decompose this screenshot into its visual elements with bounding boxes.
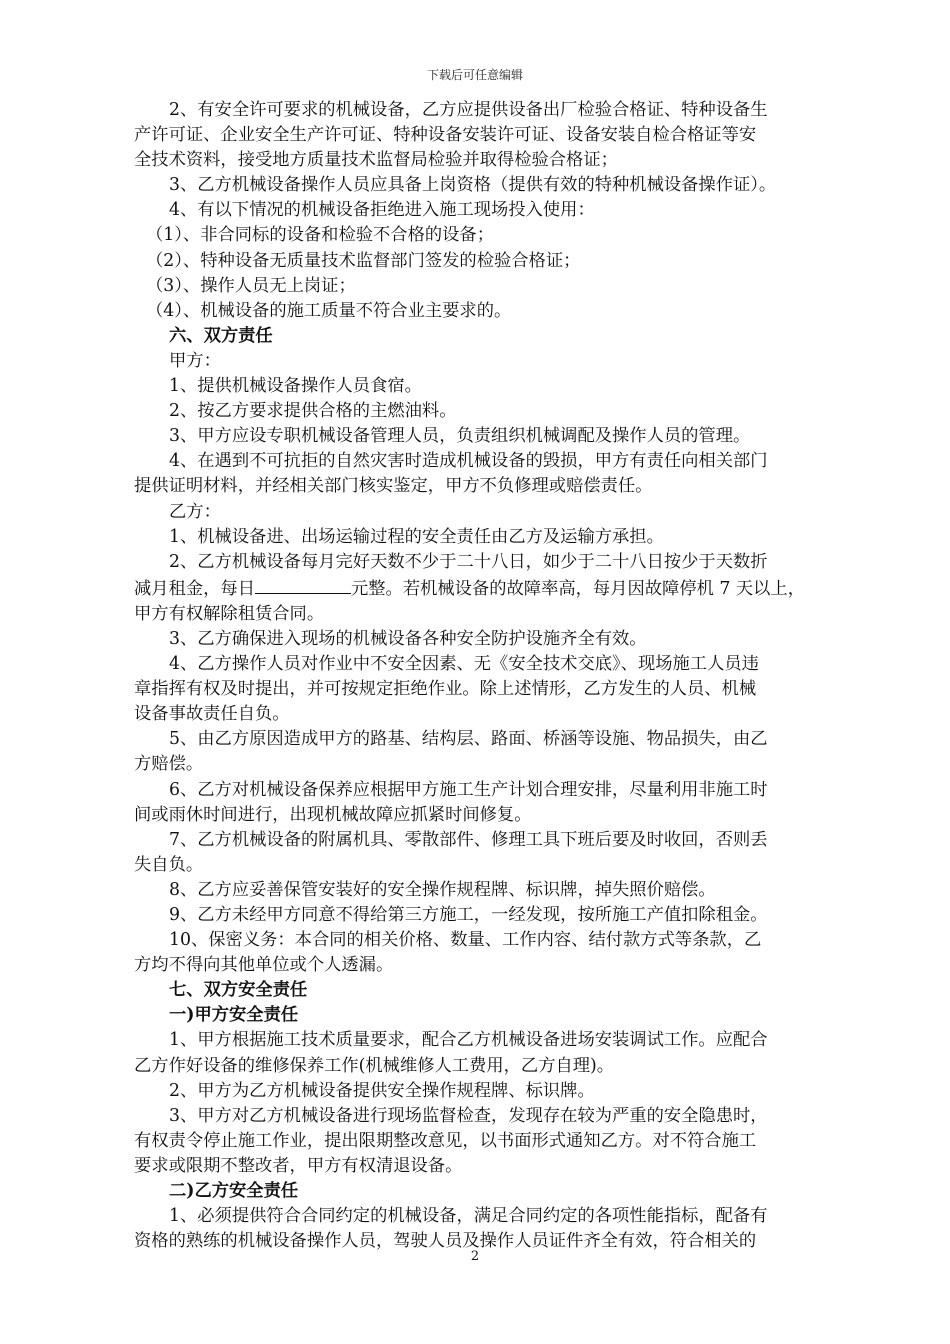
paragraph-line: 章指挥有权及时提出，并可按规定拒绝作业。除上述情形，乙方发生的人员、机械 [134, 679, 757, 700]
paragraph-line: 1、甲方根据施工技术质量要求，配合乙方机械设备进场安装调试工作。应配合 [169, 1030, 768, 1051]
paragraph-line: 要求或限期不整改者，甲方有权清退设备。 [134, 1155, 463, 1176]
paragraph-line: 8、乙方应妥善保管安装好的安全操作规程牌、标识牌，掉失照价赔偿。 [169, 879, 716, 900]
paragraph-line: 方赔偿。 [134, 754, 204, 775]
paragraph-line: 1、提供机械设备操作人员食宿。 [169, 376, 422, 397]
paragraph-line: 全技术资料，接受地方质量技术监督局检验并取得检验合格证； [134, 150, 618, 171]
page-number: 2 [470, 1249, 480, 1264]
list-item: （3）、操作人员无上岗证； [146, 275, 356, 296]
subsection-heading: 一)甲方安全责任 [169, 1005, 299, 1026]
line-text: 减月租金，每日 [134, 578, 255, 599]
paragraph-line: 3、甲方对乙方机械设备进行现场监督检查，发现存在较为严重的安全隐患时， [169, 1105, 768, 1126]
paragraph-line: 设备事故责任自负。 [134, 704, 290, 725]
list-item: （4）、机械设备的施工质量不符合业主要求的。 [146, 300, 512, 321]
page-header: 下载后可任意编辑 [426, 68, 523, 82]
paragraph-line: 失自负。 [134, 854, 204, 875]
paragraph-line: 有权责令停止施工作业，提出限期整改意见，以书面形式通知乙方。对不符合施工 [134, 1130, 757, 1151]
paragraph-line: 9、乙方未经甲方同意不得给第三方施工，一经发现，按所施工产值扣除租金。 [169, 905, 768, 925]
paragraph-line: 3、甲方应设专职机械设备管理人员，负责组织机械调配及操作人员的管理。 [169, 426, 751, 447]
paragraph-line: 1、机械设备进、出场运输过程的安全责任由乙方及运输方承担。 [169, 526, 664, 547]
paragraph-line: 3、乙方确保进入现场的机械设备各种安全防护设施齐全有效。 [169, 628, 647, 649]
list-item: （1）、非合同标的设备和检验不合格的设备； [146, 225, 494, 246]
paragraph-line: 提供证明材料，并经相关部门核实鉴定，甲方不负修理或赔偿责任。 [134, 476, 653, 497]
paragraph-line: 2、甲方为乙方机械设备提供安全操作规程牌、标识牌。 [169, 1080, 595, 1101]
fill-in-blank [255, 575, 351, 594]
paragraph-line: 资格的熟练的机械设备操作人员，驾驶人员及操作人员证件齐全有效，符合相关的 [134, 1231, 757, 1252]
paragraph-line: 乙方作好设备的维修保养工作(机械维修人工费用，乙方自理)。 [134, 1055, 615, 1076]
paragraph-line: 方均不得向其他单位或个人透漏。 [134, 955, 394, 976]
paragraph-line: 7、乙方机械设备的附属机具、零散部件、修理工具下班后要及时收回，否则丢 [169, 829, 768, 850]
paragraph-line: 10、保密义务：本合同的相关价格、数量、工作内容、结付款方式等条款，乙 [169, 930, 762, 951]
paragraph-line: 乙方： [169, 501, 221, 522]
paragraph-line [134, 575, 834, 602]
paragraph-line: 甲方有权解除租赁合同。 [134, 603, 325, 624]
paragraph-line: 1、必须提供符合合同约定的机械设备，满足合同约定的各项性能指标，配备有 [169, 1206, 768, 1227]
paragraph-line: 间或雨休时间进行，出现机械故障应抓紧时间修复。 [134, 804, 532, 825]
paragraph-line: 4、有以下情况的机械设备拒绝进入施工现场投入使用： [169, 200, 595, 221]
line-text: 元整。若机械设备的故障率高，每月因故障停机 7 天以上， [350, 578, 805, 599]
subsection-heading: 二)乙方安全责任 [169, 1181, 299, 1202]
paragraph-line: 2、乙方机械设备每月完好天数不少于二十八日，如少于二十八日按少于天数折 [169, 551, 768, 572]
paragraph-line: 产许可证、企业安全生产许可证、特种设备安装许可证、设备安装自检合格证等安 [134, 125, 757, 146]
paragraph-line: 2、有安全许可要求的机械设备，乙方应提供设备出厂检验合格证、特种设备生 [169, 100, 768, 120]
document-body [134, 98, 834, 1254]
section-heading: 六、双方责任 [169, 325, 273, 346]
paragraph-line: 4、在遇到不可抗拒的自然灾害时造成机械设备的毁损，甲方有责任向相关部门 [169, 451, 768, 472]
paragraph-line: 6、乙方对机械设备保养应根据甲方施工生产计划合理安排，尽量利用非施工时 [169, 779, 768, 800]
paragraph-line: 5、由乙方原因造成甲方的路基、结构层、路面、桥涵等设施、物品损失，由乙 [169, 729, 768, 750]
list-item: （2）、特种设备无质量技术监督部门签发的检验合格证； [146, 250, 581, 271]
section-heading: 七、双方安全责任 [169, 980, 308, 1001]
paragraph-line: 2、按乙方要求提供合格的主燃油料。 [169, 401, 457, 422]
paragraph-line: 甲方： [169, 350, 221, 371]
paragraph-line: 3、乙方机械设备操作人员应具备上岗资格（提供有效的特种机械设备操作证）。 [169, 175, 777, 196]
paragraph-line: 4、乙方操作人员对作业中不安全因素、无《安全技术交底》、现场施工人员违 [169, 654, 759, 675]
